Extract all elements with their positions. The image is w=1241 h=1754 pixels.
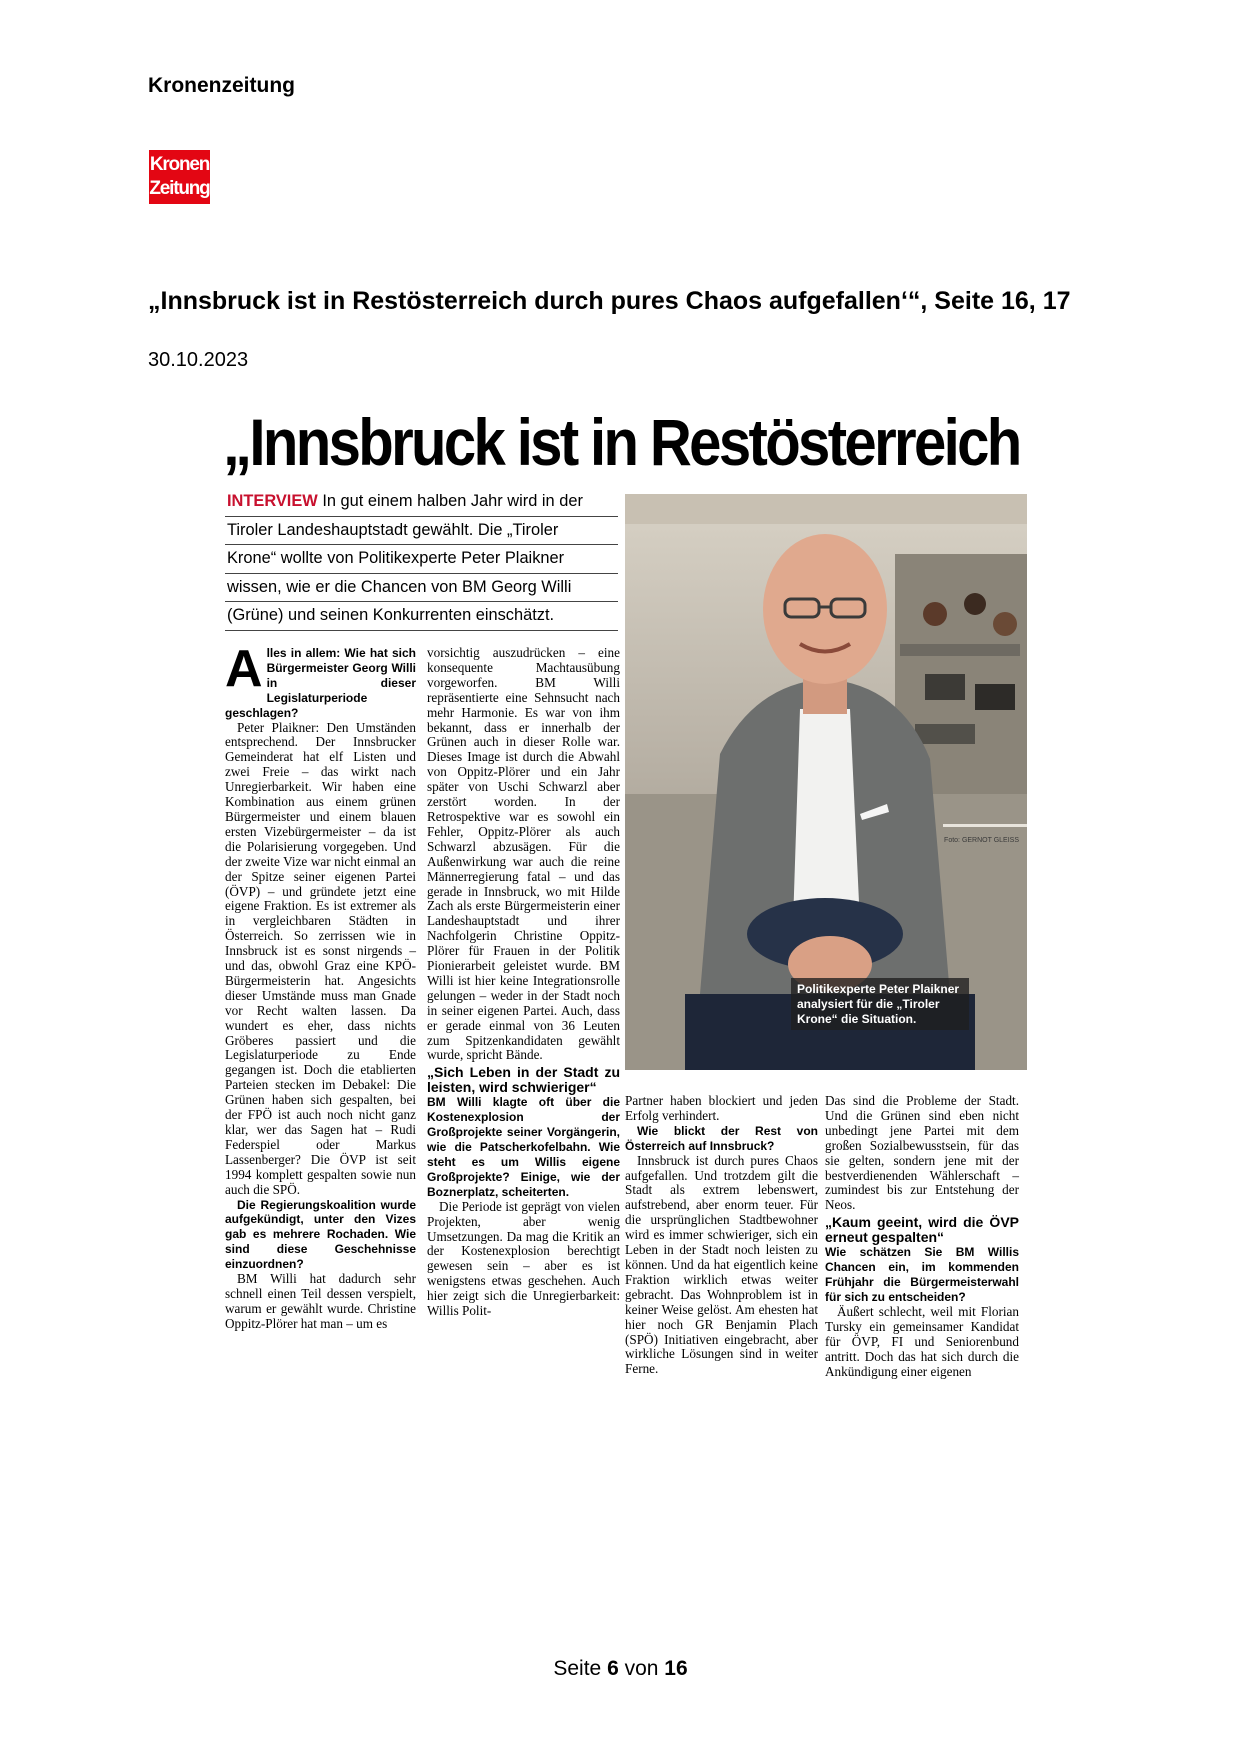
logo-text-line-2: Zeitung (149, 178, 210, 199)
answer-5: Äußert schlecht, weil mit Florian Tursky ein gemeinsamer Kandidat für ÖVP, FI und Seniorenbund antritt. Doch das hat sich durch die Ankündigung einer eigenen (825, 1303, 1019, 1379)
article-column-1 (225, 640, 416, 1332)
question-3: BM Willi klagte oft über die Kostenexplosion der Großprojekte seiner Vorgängerin, wie die Patscherkofelbahn. Wie steht es um Willis eigene Großprojekte? Einige, wie der Boznerplatz, scheiterten. (427, 1095, 620, 1199)
portrait-illustration (625, 494, 1027, 1070)
intro-line: wissen, wie er die Chancen von BM Georg Willi (225, 574, 618, 603)
intro-line: (Grüne) und seinen Konkurrenten einschätzt. (225, 602, 618, 631)
answer-3-start: Die Periode ist geprägt von vielen Projekten, aber wenig Umsetzungen. Da mag die Kritik an der Kostenexplosion berechtigt gewesen sein – aber es ist wenigstens etwas geschehen. Auch hier zeigt sich die Unregierbarkeit: Willis Polit- (427, 1198, 620, 1319)
footer-prefix: Seite (553, 1657, 608, 1680)
answer-4-continued: Das sind die Probleme der Stadt. Und die Grünen sind eben nicht unbedingt jene Partei mit dem großen Sozialbewusstsein, für das sie gelten, sondern jene mit der bestverdienenden Wählerschaft – zumindest bis zur Entstehung der Neos. (825, 1093, 1019, 1213)
publication-name: Kronenzeitung (148, 74, 295, 97)
total-page-count: 16 (664, 1657, 688, 1680)
photo-caption: Politikexperte Peter Plaikner analysiert für die „Tiroler Krone“ die Situation. (797, 982, 960, 1026)
intro-line: Krone“ wollte von Politikexperte Peter Plaikner (225, 545, 618, 574)
article-column-3 (625, 1094, 818, 1377)
question-2: Die Regierungskoalition wurde aufgekündigt, unter den Vizes gab es mehrere Rochaden. Wie sind diese Geschehnisse einzuordnen? (225, 1197, 416, 1272)
drop-cap: A (225, 640, 263, 698)
page-footer (0, 1657, 1241, 1681)
subheading-1: „Sich Leben in der Stadt zu leisten, wird schwieriger“ (427, 1064, 620, 1096)
document-title: „Innsbruck ist in Restösterreich durch pures Chaos aufgefallen‘“, Seite 16, 17 (148, 287, 1071, 315)
answer-1: Peter Plaikner: Den Umständen entsprechend. Der Innsbrucker Gemeinderat hat elf Listen und zwei Freie – das wirkt nach Unregierbarkeit. Wir haben eine Kombination aus einem grünen Bürgermeister und einem blauen ersten Vizebürgermeister – da ist die Polarisierung vorgegeben. Und der zweite Vize war nicht einmal an der Spitze seiner eigenen Partei (ÖVP) – und gründete jetzt eine eigene Fraktion. Es ist extremer als in vergleichbaren Städten in Österreich. So zerrissen wie in Innsbruck ist es sonst nirgends – und das, obwohl Graz eine KPÖ-Bürgermeisterin hat. Angesichts dieser Umstände muss man Gnade vor Recht walten lassen. Da wundert es eher, dass nichts Gröberes passiert und die Legislaturperiode zu Ende gegangen ist. Doch die etablierten Parteien stecken im Debakel: Die Grünen haben sich gespalten, bei der FPÖ ist auch noch nicht ganz klar, wer das Sagen hat – Rudi Federspiel oder Markus Lassenberger? Die ÖVP ist seit 1994 komplett gespalten sowie nun auch die SPÖ. (225, 719, 416, 1197)
portrait-photo (625, 494, 1027, 1070)
intro-tag: INTERVIEW (227, 492, 318, 510)
subheading-2: „Kaum geeint, wird die ÖVP erneut gespalten“ (825, 1214, 1019, 1246)
answer-2-start: BM Willi hat dadurch sehr schnell einen Teil dessen verspielt, warum er gewählt wurde. Christine Oppitz-Plörer hat man – um es (225, 1271, 416, 1331)
intro-line (225, 488, 618, 517)
photo-credit: Foto: GERNOT GLEISS (944, 837, 1019, 844)
article-intro (225, 488, 618, 631)
answer-4: Innsbruck ist durch pures Chaos aufgefallen. Und trotzdem gilt die Stadt als extrem lebenswert, aufstrebend, aber enorm teuer. Für die ursprünglichen Stadtbewohner wird es immer schwieriger, sich ein Leben in der Stadt noch leisten zu können. Und da hat eigentlich keine Fraktion wirklich etwas weiter gebracht. Das Wohnproblem ist in keiner Weise gelöst. Am ehesten hat hier noch GR Benjamin Plach (SPÖ) Initiativen eingebracht, aber wirkliche Lösungen sind in weiter Ferne. (625, 1152, 818, 1377)
article-column-4 (825, 1094, 1019, 1379)
question-5: Wie schätzen Sie BM Willis Chancen ein, im kommenden Frühjahr die Bürgermeisterwahl für sich zu entscheiden? (825, 1245, 1019, 1304)
document-date: 30.10.2023 (148, 349, 249, 371)
answer-2-continued: vorsichtig auszudrücken – eine konsequente Machtausübung vorgeworfen. BM Willi repräsentierte eine Sehnsucht nach mehr Harmonie. Es war von ihm bekannt, dass er innerhalb der Grünen auch in dieser Rolle war. Dieses Image ist durch die Abwahl von Oppitz-Plörer und ein Jahr später von Uschi Schwarzl aber zerstört worden. In der Retrospektive war es sowohl ein Fehler, Oppitz-Plörer als auch Schwarzl abzusägen. Für die Außenwirkung war auch die reine Männerregierung fatal – und das gerade in Innsbruck, wo mit Hilde Zach als erste Bürgermeisterin einer Landeshauptstadt und ihrer Nachfolgerin Christine Oppitz-Plörer für Frauen in der Politik Pionierarbeit geleistet wurde. BM Willi ist hier keine Integrationsrolle gelungen – weder in der Stadt noch in seiner eigenen Partei. Auch, dass er gerade einmal von 36 Leuten zum Spitzenkandidaten gewählt wurde, spricht Bände. (427, 645, 620, 1063)
kronen-zeitung-logo (149, 150, 210, 204)
question-1: lles in allem: Wie hat sich Bürgermeister Georg Willi in dieser Legislaturperiode geschlagen? (225, 646, 416, 720)
intro-text: In gut einem halben Jahr wird in der (322, 492, 583, 510)
answer-3-continued: Partner haben blockiert und jeden Erfolg verhindert. (625, 1093, 818, 1123)
article-headline: „Innsbruck ist in Restösterreich (223, 405, 1020, 479)
newspaper-clipping (215, 400, 1027, 1430)
footer-middle: von (618, 1657, 665, 1680)
current-page-number: 6 (607, 1657, 619, 1680)
intro-line: Tiroler Landeshauptstadt gewählt. Die „Tiroler (225, 517, 618, 546)
question-4: Wie blickt der Rest von Österreich auf Innsbruck? (625, 1123, 818, 1153)
logo-text-line-1: Kronen (149, 154, 210, 175)
article-column-2 (427, 646, 620, 1319)
